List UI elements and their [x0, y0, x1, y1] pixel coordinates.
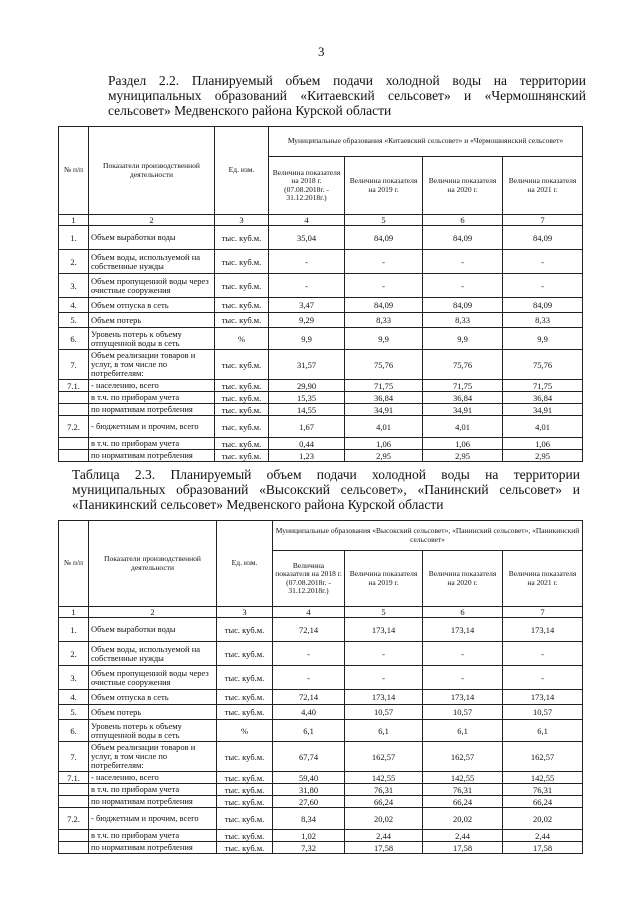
row-num — [59, 830, 89, 842]
row-unit: тыс. куб.м. — [217, 666, 273, 690]
column-number: 3 — [217, 607, 273, 618]
value-2020: 34,91 — [423, 404, 503, 416]
value-2021: 2,44 — [503, 830, 583, 842]
table-row — [59, 618, 583, 642]
value-2020: 2,44 — [423, 830, 503, 842]
value-2018: - — [273, 666, 345, 690]
row-unit: тыс. куб.м. — [217, 742, 273, 772]
row-num — [59, 842, 89, 854]
row-num: 7. — [59, 742, 89, 772]
header-year-2021: Величина показателя на 2021 г. — [503, 551, 583, 607]
table-row — [59, 250, 583, 274]
value-2018: - — [269, 274, 345, 298]
row-unit: тыс. куб.м. — [217, 796, 273, 808]
row-indicator: в т.ч. по приборам учета — [89, 438, 215, 450]
value-2021: 17,58 — [503, 842, 583, 854]
table-row — [59, 392, 583, 404]
value-2019: 36,84 — [345, 392, 423, 404]
row-unit: тыс. куб.м. — [217, 808, 273, 830]
table-row — [59, 450, 583, 462]
row-unit: % — [215, 328, 269, 350]
value-2019: 173,14 — [345, 618, 423, 642]
row-indicator: по нормативам потребления — [89, 450, 215, 462]
value-2019: - — [345, 274, 423, 298]
value-2021: 173,14 — [503, 690, 583, 705]
value-2020: 162,57 — [423, 742, 503, 772]
section-title-2-3: Таблица 2.3. Планируемый объем подачи холодной воды на территории муниципальных образований «Высокский сельсовет», «Панинский сельсовет» и «Паникинский сельсовет» Медвенского района Курской области — [72, 467, 580, 512]
table-row — [59, 772, 583, 784]
table-row — [59, 274, 583, 298]
value-2021: 9,9 — [503, 328, 583, 350]
header-group: Муниципальные образования «Высокский сельсовет», «Панинский сельсовет», «Паникинский сельсовет» — [273, 521, 583, 551]
table-section-2-3 — [58, 520, 583, 854]
column-number: 3 — [215, 215, 269, 226]
value-2021: 84,09 — [503, 226, 583, 250]
value-2018: 7,32 — [273, 842, 345, 854]
value-2021: - — [503, 642, 583, 666]
value-2019: - — [345, 666, 423, 690]
row-num: 2. — [59, 250, 89, 274]
value-2020: 1,06 — [423, 438, 503, 450]
table-row — [59, 720, 583, 742]
table-row — [59, 298, 583, 313]
column-number-row — [59, 215, 583, 226]
row-num: 6. — [59, 720, 89, 742]
value-2020: 6,1 — [423, 720, 503, 742]
row-indicator: Объем отпуска в сеть — [89, 298, 215, 313]
row-num — [59, 796, 89, 808]
value-2021: 76,31 — [503, 784, 583, 796]
row-indicator: - населению, всего — [89, 772, 217, 784]
value-2020: 66,24 — [423, 796, 503, 808]
table-row — [59, 705, 583, 720]
value-2020: 17,58 — [423, 842, 503, 854]
value-2019: 10,57 — [345, 705, 423, 720]
header-unit: Ед. изм. — [215, 127, 269, 215]
row-unit: тыс. куб.м. — [215, 404, 269, 416]
value-2018: 14,55 — [269, 404, 345, 416]
value-2020: - — [423, 274, 503, 298]
table-header-row-1 — [59, 127, 583, 157]
row-unit: тыс. куб.м. — [217, 784, 273, 796]
row-num: 7.1. — [59, 380, 89, 392]
column-number: 5 — [345, 607, 423, 618]
value-2019: 71,75 — [345, 380, 423, 392]
value-2020: - — [423, 250, 503, 274]
value-2019: 9,9 — [345, 328, 423, 350]
row-indicator: Объем реализации товаров и услуг, в том числе по потребителям: — [89, 350, 215, 380]
header-num: № п/п — [59, 521, 89, 607]
value-2019: 75,76 — [345, 350, 423, 380]
row-indicator: Уровень потерь к объему отпущенной воды в сеть — [89, 720, 217, 742]
value-2020: 173,14 — [423, 690, 503, 705]
row-indicator: - бюджетным и прочим, всего — [89, 416, 215, 438]
page-number: 3 — [318, 44, 325, 59]
row-indicator: - бюджетным и прочим, всего — [89, 808, 217, 830]
value-2021: - — [503, 666, 583, 690]
value-2018: 15,35 — [269, 392, 345, 404]
table-row — [59, 404, 583, 416]
row-indicator: по нормативам потребления — [89, 842, 217, 854]
value-2021: 10,57 — [503, 705, 583, 720]
value-2020: - — [423, 666, 503, 690]
table-row — [59, 796, 583, 808]
value-2021: 20,02 — [503, 808, 583, 830]
row-indicator: Объем потерь — [89, 313, 215, 328]
value-2019: 20,02 — [345, 808, 423, 830]
section-title-2-2: Раздел 2.2. Планируемый объем подачи холодной воды на территории муниципальных образований «Китаевский сельсовет» и «Чермошнянский сельсовет» Медвенского района Курской области — [108, 73, 586, 118]
value-2021: 2,95 — [503, 450, 583, 462]
value-2019: 34,91 — [345, 404, 423, 416]
value-2019: - — [345, 642, 423, 666]
row-num: 4. — [59, 690, 89, 705]
row-unit: тыс. куб.м. — [215, 313, 269, 328]
row-unit: тыс. куб.м. — [215, 380, 269, 392]
header-unit: Ед. изм. — [217, 521, 273, 607]
row-indicator: Объем отпуска в сеть — [89, 690, 217, 705]
value-2018: 1,67 — [269, 416, 345, 438]
value-2018: 35,04 — [269, 226, 345, 250]
value-2019: 8,33 — [345, 313, 423, 328]
row-num: 3. — [59, 274, 89, 298]
value-2021: 66,24 — [503, 796, 583, 808]
value-2019: 4,01 — [345, 416, 423, 438]
value-2019: 142,55 — [345, 772, 423, 784]
column-number: 2 — [89, 215, 215, 226]
value-2020: 173,14 — [423, 618, 503, 642]
value-2021: 71,75 — [503, 380, 583, 392]
column-number: 6 — [423, 215, 503, 226]
header-indicator: Показатели производственной деятельности — [89, 127, 215, 215]
row-num — [59, 438, 89, 450]
row-num: 2. — [59, 642, 89, 666]
value-2018: - — [273, 642, 345, 666]
table-body-2 — [59, 521, 583, 854]
row-num — [59, 404, 89, 416]
value-2018: 4,40 — [273, 705, 345, 720]
value-2018: 8,34 — [273, 808, 345, 830]
value-2019: 84,09 — [345, 298, 423, 313]
row-unit: тыс. куб.м. — [215, 226, 269, 250]
row-unit: тыс. куб.м. — [215, 298, 269, 313]
header-year-2020: Величина показателя на 2020 г. — [423, 157, 503, 215]
value-2020: 2,95 — [423, 450, 503, 462]
table-row — [59, 666, 583, 690]
value-2020: 84,09 — [423, 226, 503, 250]
value-2020: 84,09 — [423, 298, 503, 313]
row-num: 4. — [59, 298, 89, 313]
row-num: 7.2. — [59, 808, 89, 830]
value-2019: 66,24 — [345, 796, 423, 808]
row-indicator: Уровень потерь к объему отпущенной воды в сеть — [89, 328, 215, 350]
value-2021: 6,1 — [503, 720, 583, 742]
row-indicator: по нормативам потребления — [89, 796, 217, 808]
row-num: 5. — [59, 705, 89, 720]
table-row — [59, 313, 583, 328]
value-2018: 31,57 — [269, 350, 345, 380]
row-unit: тыс. куб.м. — [215, 274, 269, 298]
row-unit: тыс. куб.м. — [217, 830, 273, 842]
header-year-2021: Величина показателя на 2021 г. — [503, 157, 583, 215]
header-year-2019: Величина показателя на 2019 г. — [345, 551, 423, 607]
value-2021: 34,91 — [503, 404, 583, 416]
row-indicator: в т.ч. по приборам учета — [89, 392, 215, 404]
row-unit: тыс. куб.м. — [217, 642, 273, 666]
value-2020: 142,55 — [423, 772, 503, 784]
value-2021: - — [503, 274, 583, 298]
value-2021: 84,09 — [503, 298, 583, 313]
value-2020: 9,9 — [423, 328, 503, 350]
value-2019: - — [345, 250, 423, 274]
row-num — [59, 392, 89, 404]
column-number-row — [59, 607, 583, 618]
row-unit: тыс. куб.м. — [215, 438, 269, 450]
table-row — [59, 690, 583, 705]
table-row — [59, 642, 583, 666]
value-2018: 3,47 — [269, 298, 345, 313]
value-2018: 27,60 — [273, 796, 345, 808]
row-indicator: Объем воды, используемой на собственные нужды — [89, 642, 217, 666]
value-2018: 31,80 — [273, 784, 345, 796]
table-row — [59, 226, 583, 250]
value-2018: 72,14 — [273, 690, 345, 705]
value-2019: 84,09 — [345, 226, 423, 250]
value-2019: 162,57 — [345, 742, 423, 772]
value-2018: 72,14 — [273, 618, 345, 642]
row-num: 5. — [59, 313, 89, 328]
value-2018: 1,23 — [269, 450, 345, 462]
table-section-2-2 — [58, 126, 583, 462]
value-2021: 36,84 — [503, 392, 583, 404]
row-num: 1. — [59, 618, 89, 642]
value-2021: 162,57 — [503, 742, 583, 772]
row-num: 3. — [59, 666, 89, 690]
row-indicator: - населению, всего — [89, 380, 215, 392]
value-2019: 1,06 — [345, 438, 423, 450]
value-2019: 173,14 — [345, 690, 423, 705]
table-row — [59, 742, 583, 772]
column-number: 1 — [59, 215, 89, 226]
value-2020: 75,76 — [423, 350, 503, 380]
row-indicator: в т.ч. по приборам учета — [89, 830, 217, 842]
table-row — [59, 808, 583, 830]
column-number: 4 — [273, 607, 345, 618]
row-indicator: Объем пропущенной воды через очистные сооружения — [89, 274, 215, 298]
value-2019: 2,95 — [345, 450, 423, 462]
value-2021: 173,14 — [503, 618, 583, 642]
table-row — [59, 830, 583, 842]
value-2020: 20,02 — [423, 808, 503, 830]
value-2018: 6,1 — [273, 720, 345, 742]
table-row — [59, 438, 583, 450]
row-indicator: Объем выработки воды — [89, 226, 215, 250]
table-header-row-1 — [59, 521, 583, 551]
column-number: 1 — [59, 607, 89, 618]
row-indicator: Объем потерь — [89, 705, 217, 720]
table-body-1 — [59, 127, 583, 462]
row-num — [59, 784, 89, 796]
row-num — [59, 450, 89, 462]
value-2020: 76,31 — [423, 784, 503, 796]
row-unit: тыс. куб.м. — [215, 350, 269, 380]
value-2019: 6,1 — [345, 720, 423, 742]
table-row — [59, 842, 583, 854]
row-num: 7.1. — [59, 772, 89, 784]
row-indicator: Объем пропущенной воды через очистные сооружения — [89, 666, 217, 690]
value-2019: 2,44 — [345, 830, 423, 842]
row-indicator: в т.ч. по приборам учета — [89, 784, 217, 796]
column-number: 6 — [423, 607, 503, 618]
value-2020: - — [423, 642, 503, 666]
value-2020: 8,33 — [423, 313, 503, 328]
column-number: 2 — [89, 607, 217, 618]
value-2020: 10,57 — [423, 705, 503, 720]
value-2018: 59,40 — [273, 772, 345, 784]
table-row — [59, 416, 583, 438]
row-unit: тыс. куб.м. — [217, 690, 273, 705]
header-year-2020: Величина показателя на 2020 г. — [423, 551, 503, 607]
value-2021: 8,33 — [503, 313, 583, 328]
column-number: 5 — [345, 215, 423, 226]
row-unit: тыс. куб.м. — [215, 416, 269, 438]
row-unit: тыс. куб.м. — [217, 618, 273, 642]
row-unit: тыс. куб.м. — [215, 250, 269, 274]
value-2021: - — [503, 250, 583, 274]
value-2020: 71,75 — [423, 380, 503, 392]
row-num: 7. — [59, 350, 89, 380]
column-number: 7 — [503, 607, 583, 618]
table-row — [59, 328, 583, 350]
value-2018: 0,44 — [269, 438, 345, 450]
column-number: 7 — [503, 215, 583, 226]
row-indicator: Объем воды, используемой на собственные нужды — [89, 250, 215, 274]
value-2018: 1,02 — [273, 830, 345, 842]
row-unit: тыс. куб.м. — [217, 842, 273, 854]
row-indicator: Объем реализации товаров и услуг, в том числе по потребителям: — [89, 742, 217, 772]
value-2018: - — [269, 250, 345, 274]
header-num: № п/п — [59, 127, 89, 215]
header-indicator: Показатели производственной деятельности — [89, 521, 217, 607]
row-num: 7.2. — [59, 416, 89, 438]
value-2021: 142,55 — [503, 772, 583, 784]
value-2019: 76,31 — [345, 784, 423, 796]
value-2019: 17,58 — [345, 842, 423, 854]
value-2018: 67,74 — [273, 742, 345, 772]
value-2020: 36,84 — [423, 392, 503, 404]
row-unit: тыс. куб.м. — [215, 392, 269, 404]
row-indicator: по нормативам потребления — [89, 404, 215, 416]
table-row — [59, 380, 583, 392]
row-num: 1. — [59, 226, 89, 250]
row-unit: тыс. куб.м. — [217, 705, 273, 720]
row-indicator: Объем выработки воды — [89, 618, 217, 642]
value-2021: 75,76 — [503, 350, 583, 380]
header-year-2018: Величина показателя на 2018 г. (07.08.2018г. - 31.12.2018г.) — [269, 157, 345, 215]
value-2021: 1,06 — [503, 438, 583, 450]
value-2018: 9,29 — [269, 313, 345, 328]
value-2018: 29,90 — [269, 380, 345, 392]
row-unit: тыс. куб.м. — [217, 772, 273, 784]
row-num: 6. — [59, 328, 89, 350]
header-year-2019: Величина показателя на 2019 г. — [345, 157, 423, 215]
value-2018: 9,9 — [269, 328, 345, 350]
header-year-2018: Величина показателя на 2018 г. (07.08.2018г. - 31.12.2018г.) — [273, 551, 345, 607]
column-number: 4 — [269, 215, 345, 226]
header-group: Муниципальные образования «Китаевский сельсовет» и «Чермошнянский сельсовет» — [269, 127, 583, 157]
row-unit: % — [217, 720, 273, 742]
value-2020: 4,01 — [423, 416, 503, 438]
value-2021: 4,01 — [503, 416, 583, 438]
table-row — [59, 784, 583, 796]
row-unit: тыс. куб.м. — [215, 450, 269, 462]
table-row — [59, 350, 583, 380]
